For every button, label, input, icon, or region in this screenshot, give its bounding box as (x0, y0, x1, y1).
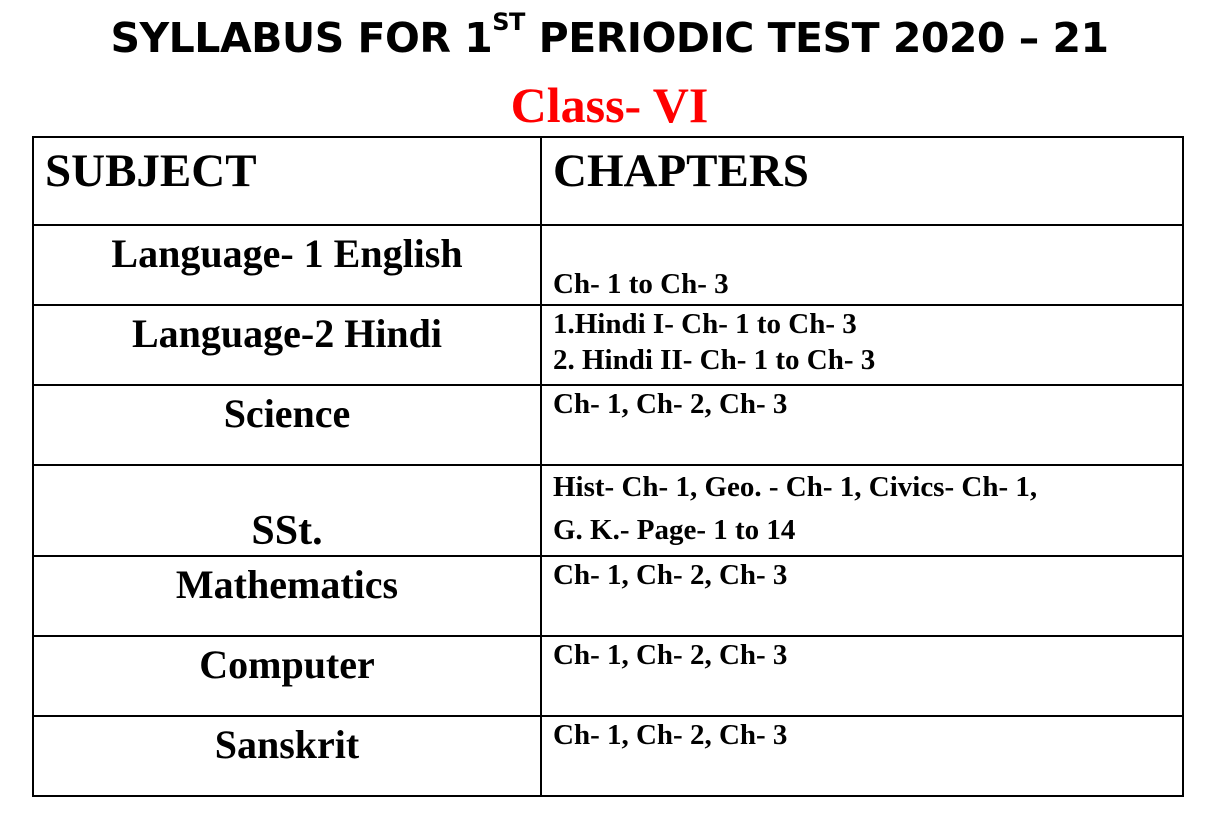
chapters-cell (541, 716, 1183, 796)
subject-computer: Computer (199, 642, 375, 687)
title-main: SYLLABUS FOR 1 (110, 14, 493, 62)
table-row (33, 225, 1183, 305)
chapters-english: Ch- 1 to Ch- 3 (553, 268, 729, 300)
subject-english: Language- 1 English (111, 231, 463, 276)
chapters-sst-1: Hist- Ch- 1, Geo. - Ch- 1, Civics- Ch- 1, (553, 471, 1038, 503)
table-row (33, 385, 1183, 465)
chapters-cell (541, 556, 1183, 636)
subject-cell (33, 385, 541, 465)
chapters-computer: Ch- 1, Ch- 2, Ch- 3 (553, 639, 788, 671)
column-header-chapters: CHAPTERS (541, 137, 1183, 225)
column-header-subject: SUBJECT (33, 137, 541, 225)
table-row (33, 556, 1183, 636)
chapters-mathematics: Ch- 1, Ch- 2, Ch- 3 (553, 559, 788, 591)
chapters-cell (541, 465, 1183, 556)
chapters-hindi-1: 1.Hindi I- Ch- 1 to Ch- 3 (553, 308, 857, 340)
subject-sst: SSt. (251, 508, 323, 554)
chapters-sanskrit: Ch- 1, Ch- 2, Ch- 3 (553, 719, 788, 751)
chapters-cell (541, 385, 1183, 465)
subject-mathematics: Mathematics (175, 562, 399, 607)
table-row (33, 636, 1183, 716)
subject-hindi: Language-2 Hindi (131, 311, 443, 356)
table-row (33, 465, 1183, 556)
subject-cell (33, 465, 541, 556)
table-row (33, 716, 1183, 796)
subject-cell (33, 716, 541, 796)
table-row (33, 305, 1183, 385)
syllabus-table (32, 136, 1184, 797)
chapters-cell (541, 636, 1183, 716)
class-label: Class- VI (510, 77, 709, 133)
chapters-sst-2: G. K.- Page- 1 to 14 (553, 514, 796, 546)
table-header-row (33, 137, 1183, 225)
page-title (0, 8, 1219, 62)
subject-science: Science (223, 391, 351, 436)
subject-cell (33, 636, 541, 716)
subject-cell (33, 305, 541, 385)
subject-sanskrit: Sanskrit (214, 722, 360, 767)
subject-cell (33, 225, 541, 305)
title-rest: PERIODIC TEST 2020 – 21 (524, 14, 1109, 62)
chapters-cell (541, 225, 1183, 305)
chapters-cell (541, 305, 1183, 385)
chapters-science: Ch- 1, Ch- 2, Ch- 3 (553, 388, 788, 420)
subject-cell (33, 556, 541, 636)
chapters-hindi-2: 2. Hindi II- Ch- 1 to Ch- 3 (553, 344, 876, 376)
title-superscript: ST (492, 8, 525, 36)
